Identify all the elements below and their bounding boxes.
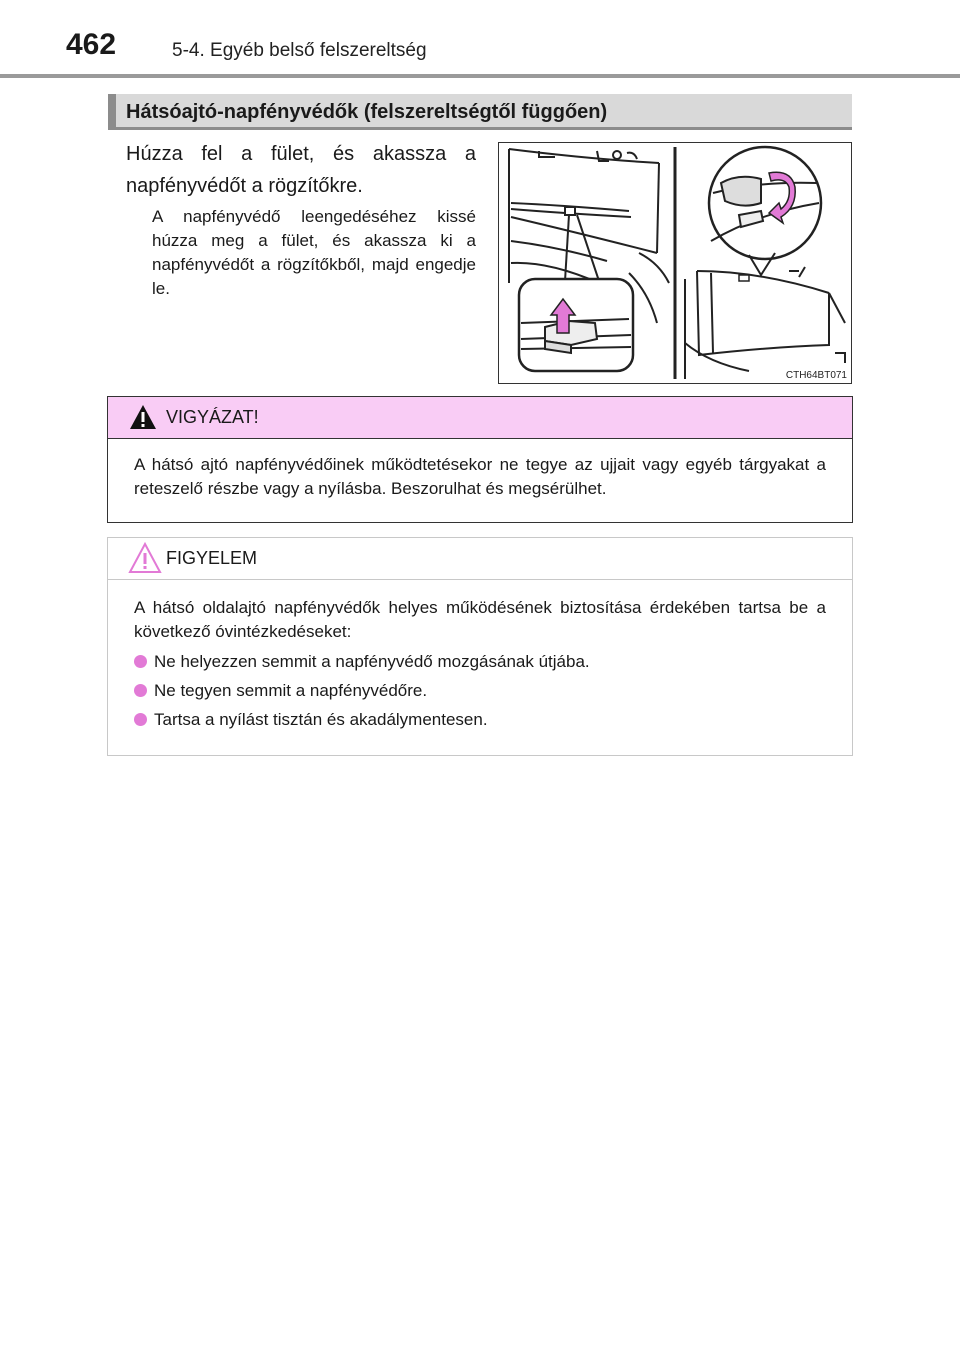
figure-code: CTH64BT071 (785, 370, 847, 381)
instruction-text: Húzza fel a fület, és akassza a napfényvédőt a rögzítőkre. (126, 143, 476, 197)
caution-header (108, 397, 852, 439)
notice-list (134, 650, 826, 737)
list-item (134, 679, 826, 708)
illustration (498, 142, 852, 384)
bullet-dot-icon (134, 684, 147, 697)
section-bar (108, 94, 852, 130)
header-rule (0, 74, 960, 78)
sunshade-illustration (499, 143, 850, 382)
caution-text: A hátsó ajtó napfényvédőinek működtetésekor ne tegye az ujjait vagy egyéb tárgyakat a reteszelő részbe vagy a nyílásba. Beszorulhat és megsérülhet. (134, 455, 826, 498)
tab-clip (565, 207, 575, 215)
chapter-title: 5-4. Egyéb belső felszereltség (172, 40, 427, 61)
sub-instruction-text: A napfényvédő leengedéséhez kissé húzza meg a fület, és akassza ki a napfényvédőt a rögzítőkből, majd engedje le. (152, 207, 476, 298)
bullet-dot-icon (134, 713, 147, 726)
caution-title: VIGYÁZAT! (166, 407, 259, 427)
list-item-text: Ne tegyen semmit a napfényvédőre. (154, 681, 428, 700)
list-item-text: Tartsa a nyílást tisztán és akadálymentesen. (154, 710, 488, 729)
notice-header (108, 538, 852, 580)
caution-box (107, 396, 853, 523)
notice-title: FIGYELEM (166, 548, 258, 568)
page-number: 462 (66, 28, 117, 61)
list-item (134, 650, 826, 679)
notice-box (107, 537, 853, 756)
bullet-dot-icon (134, 655, 147, 668)
section-title: Hátsóajtó-napfényvédők (felszereltségtől függően) (126, 101, 608, 123)
list-item (134, 708, 826, 737)
sunshade-hook (739, 275, 749, 281)
hook-detail-callout (709, 147, 821, 259)
notice-intro: A hátsó oldalajtó napfényvédők helyes működésének biztosítása érdekében tartsa be a következő óvintézkedéseket: (134, 598, 826, 641)
list-item-text: Ne helyezzen semmit a napfényvédő mozgásának útjába. (154, 652, 590, 671)
warning-triangle-icon (128, 403, 158, 431)
notice-triangle-icon (128, 542, 162, 574)
